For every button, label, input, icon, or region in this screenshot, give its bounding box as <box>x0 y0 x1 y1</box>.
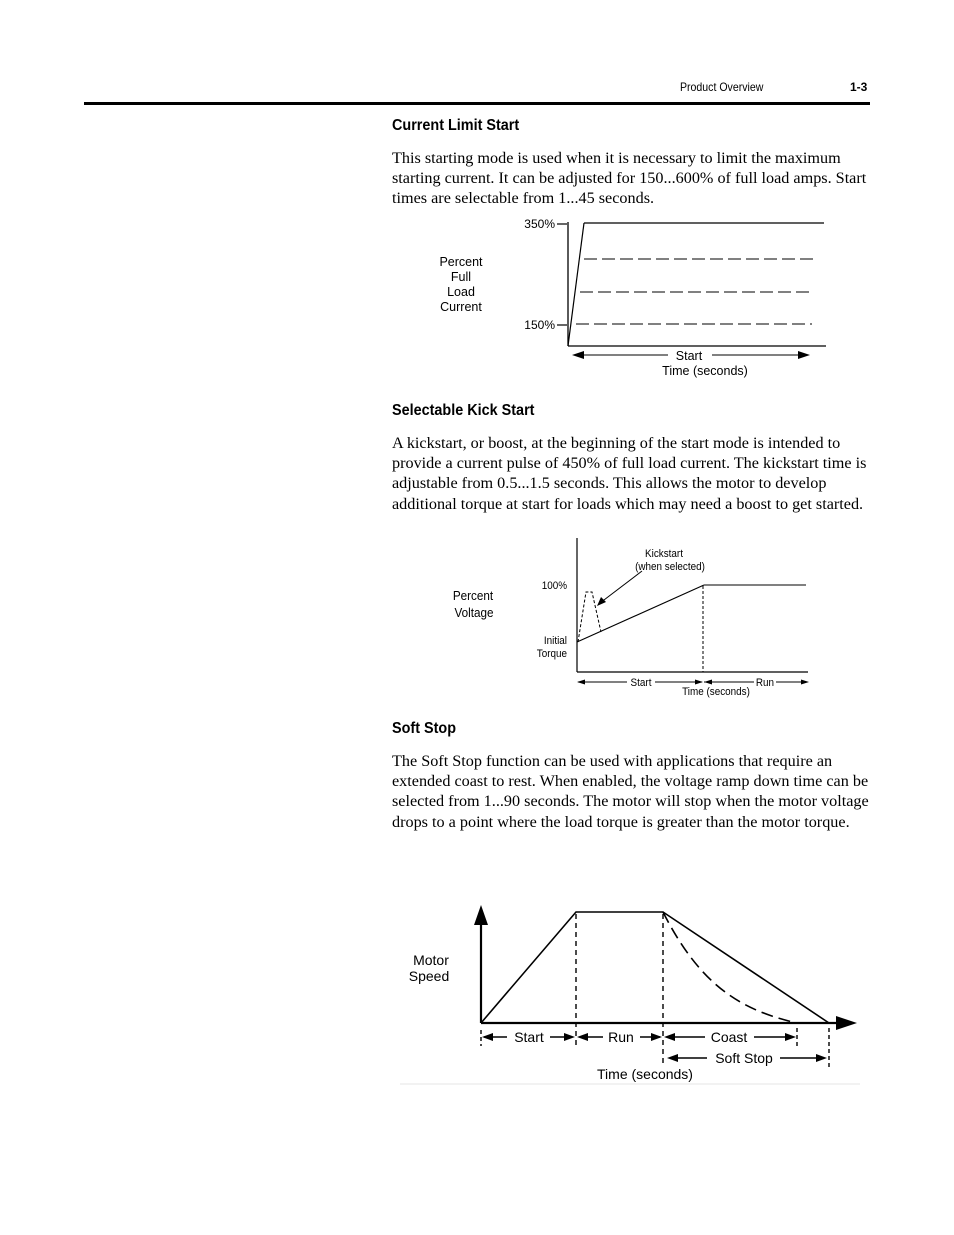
y-label-line: Voltage <box>454 605 494 621</box>
section-heading-selectable-kick-start: Selectable Kick Start <box>392 402 535 419</box>
y-label-line: Full <box>450 270 472 284</box>
y-label-line: Speed <box>408 968 450 984</box>
section-body-soft-stop: The Soft Stop function can be used with applications that require an extended coast to rest. When enabled, the voltage ramp down time can be selected from 1...90 seconds. The motor will stop when the motor voltage drops to a point where the load torque is greater than the motor torque. <box>392 752 869 831</box>
start-label: Start <box>675 349 703 363</box>
run-label: Run <box>755 677 775 690</box>
x-axis-label: Time (seconds) <box>662 364 748 378</box>
speed-profile <box>481 912 829 1023</box>
tick-label-350: 350% <box>524 217 555 231</box>
coast-curve <box>663 912 797 1023</box>
section-body-current-limit-start: This starting mode is used when it is necessary to limit the maximum starting current. It can be adjusted for 150...600% of full load amps. Start times are selectable from 1...45 seconds. <box>392 149 867 208</box>
y-label-line: Percent <box>439 255 483 269</box>
run-label: Run <box>608 1029 634 1045</box>
arrow-head-right <box>785 1033 796 1041</box>
y-axis-arrowhead <box>474 905 488 925</box>
coast-label: Coast <box>710 1029 748 1045</box>
y-label-line: Motor <box>413 952 449 968</box>
y-label-line: Current <box>440 300 482 314</box>
x-axis-label: Time (seconds) <box>597 1066 693 1082</box>
tick-label-150: 150% <box>524 318 555 332</box>
arrow-head-left <box>482 1033 493 1041</box>
arrow-head-right <box>651 1033 662 1041</box>
x-axis-arrowhead <box>836 1016 857 1030</box>
arrow-head-right <box>564 1033 575 1041</box>
start-label: Start <box>514 1029 544 1045</box>
y-label-line: Load <box>447 285 475 299</box>
tick-label-100: 100% <box>541 580 568 593</box>
arrow-head-right <box>816 1054 827 1062</box>
start-label: Start <box>630 677 652 690</box>
y-label-line: Percent <box>452 588 494 604</box>
section-body-selectable-kick-start: A kickstart, or boost, at the beginning of the start mode is intended to provide a current pulse of 450% of full load current. The kickstart time is adjustable from 0.5...1.5 seconds. This allows the motor to develop additional torque at start for loads which may need a boost to get started. <box>392 434 867 513</box>
initial-torque-label: Torque <box>536 648 568 661</box>
kickstart-label: (when selected) <box>635 561 705 574</box>
soft-stop-label: Soft Stop <box>715 1050 773 1066</box>
x-axis-label: Time (seconds) <box>682 686 750 699</box>
running-header-title: Product Overview <box>680 80 764 94</box>
section-heading-current-limit-start: Current Limit Start <box>392 117 520 134</box>
section-heading-soft-stop: Soft Stop <box>392 720 456 737</box>
initial-torque-label: Initial <box>543 635 568 648</box>
page-number: 1-3 <box>850 80 868 94</box>
kickstart-label: Kickstart <box>645 548 683 561</box>
